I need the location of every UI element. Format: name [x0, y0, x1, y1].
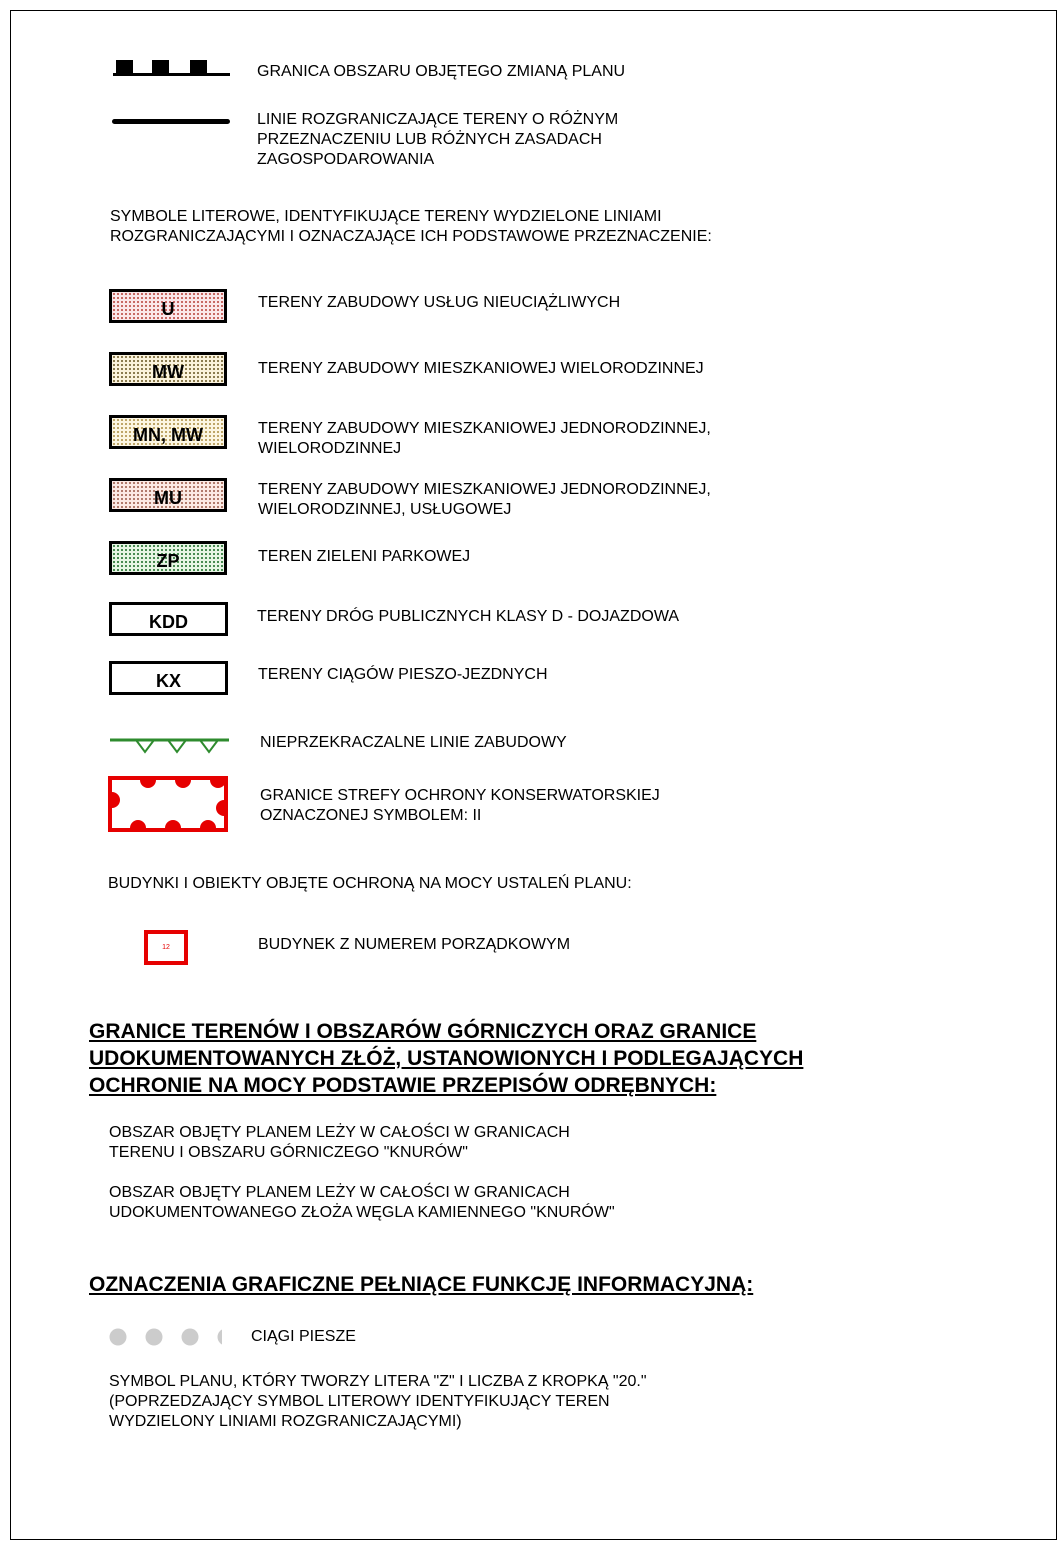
protected-building-label: BUDYNEK Z NUMEREM PORZĄDKOWYM: [258, 936, 571, 953]
letter-symbols-intro: SYMBOLE LITEROWE, IDENTYFIKUJĄCE TERENY WYDZIELONE LINIAMI ROZGRANICZAJĄCYMI I OZNACZAJĄCE ICH PODSTAWOWE PRZEZNACZENIE:: [110, 208, 712, 245]
zone-label-kdd: TERENY DRÓG PUBLICZNYCH KLASY D - DOJAZDOWA: [257, 608, 679, 625]
zone-symbol-mw: [109, 352, 227, 386]
building-line-label: NIEPRZEKRACZALNE LINIE ZABUDOWY: [260, 734, 567, 751]
zone-code-zp: ZP: [156, 550, 180, 571]
zone-label-mn-mw: TERENY ZABUDOWY MIESZKANIOWEJ JEDNORODZINNEJ, WIELORODZINNEJ: [258, 420, 711, 457]
plan-boundary-symbol: [112, 58, 232, 80]
zone-code-mn-mw: MN, MW: [133, 424, 203, 445]
zone-code-kdd: KDD: [149, 611, 188, 632]
plan-boundary-label: GRANICA OBSZARU OBJĘTEGO ZMIANĄ PLANU: [257, 63, 626, 80]
zone-label-u: TERENY ZABUDOWY USŁUG NIEUCIĄŻLIWYCH: [258, 294, 621, 311]
zone-symbol-kx: [109, 661, 228, 695]
protected-building-symbol: [144, 930, 188, 965]
footpath-symbol: [108, 1327, 224, 1347]
building-number: 12: [162, 944, 170, 951]
zone-label-mw: TERENY ZABUDOWY MIESZKANIOWEJ WIELORODZINNEJ: [258, 360, 704, 377]
zone-label-zp: TEREN ZIELENI PARKOWEJ: [258, 548, 471, 565]
zone-symbol-kdd: [109, 602, 228, 636]
conservation-zone-label: GRANICE STREFY OCHRONY KONSERWATORSKIEJ OZNACZONEJ SYMBOLEM: II: [260, 787, 660, 824]
protected-buildings-intro: BUDYNKI I OBIEKTY OBJĘTE OCHRONĄ NA MOCY USTALEŃ PLANU:: [108, 875, 632, 892]
zone-code-u: U: [161, 298, 175, 319]
zone-symbol-mn-mw: [109, 415, 227, 449]
dividing-lines-label: LINIE ROZGRANICZAJĄCE TERENY O RÓŻNYM PRZEZNACZENIU LUB RÓŻNYCH ZASADACH ZAGOSPODAROWANIA: [257, 111, 619, 168]
mining-heading: GRANICE TERENÓW I OBSZARÓW GÓRNICZYCH ORAZ GRANICE UDOKUMENTOWANYCH ZŁÓŻ, USTANOWIONYCH I PODLEGAJĄCYCH OCHRONIE NA MOCY PODSTAWIE PRZEPISÓW ODRĘBNYCH:: [89, 1020, 804, 1097]
plan-symbol-note: SYMBOL PLANU, KTÓRY TWORZY LITERA "Z" I LICZBA Z KROPKĄ "20." (POPRZEDZAJĄCY SYMBOL LITEROWY IDENTYFIKUJĄCY TEREN WYDZIELONY LINIAMI ROZGRANICZAJĄCYMI): [109, 1373, 647, 1430]
footpath-label: CIĄGI PIESZE: [251, 1328, 356, 1345]
zone-code-mu: MU: [154, 487, 182, 508]
building-line-symbol: [108, 736, 232, 758]
zone-code-kx: KX: [155, 670, 181, 691]
zone-label-mu: TERENY ZABUDOWY MIESZKANIOWEJ JEDNORODZINNEJ, WIELORODZINNEJ, USŁUGOWEJ: [258, 481, 711, 518]
dividing-line-symbol: [110, 116, 234, 126]
mining-note-1: OBSZAR OBJĘTY PLANEM LEŻY W CAŁOŚCI W GRANICACH TERENU I OBSZARU GÓRNICZEGO "KNURÓW": [109, 1124, 570, 1161]
zone-label-kx: TERENY CIĄGÓW PIESZO-JEZDNYCH: [258, 666, 548, 683]
zone-code-mw: MW: [152, 361, 184, 382]
zone-symbol-u: [109, 289, 227, 323]
informational-heading: OZNACZENIA GRAFICZNE PEŁNIĄCE FUNKCJĘ INFORMACYJNĄ:: [89, 1273, 754, 1296]
zone-symbol-zp: [109, 541, 227, 575]
mining-note-2: OBSZAR OBJĘTY PLANEM LEŻY W CAŁOŚCI W GRANICACH UDOKUMENTOWANEGO ZŁOŻA WĘGLA KAMIENNEGO "KNURÓW": [109, 1184, 615, 1221]
conservation-zone-symbol: [108, 776, 228, 832]
zone-symbol-mu: [109, 478, 227, 512]
